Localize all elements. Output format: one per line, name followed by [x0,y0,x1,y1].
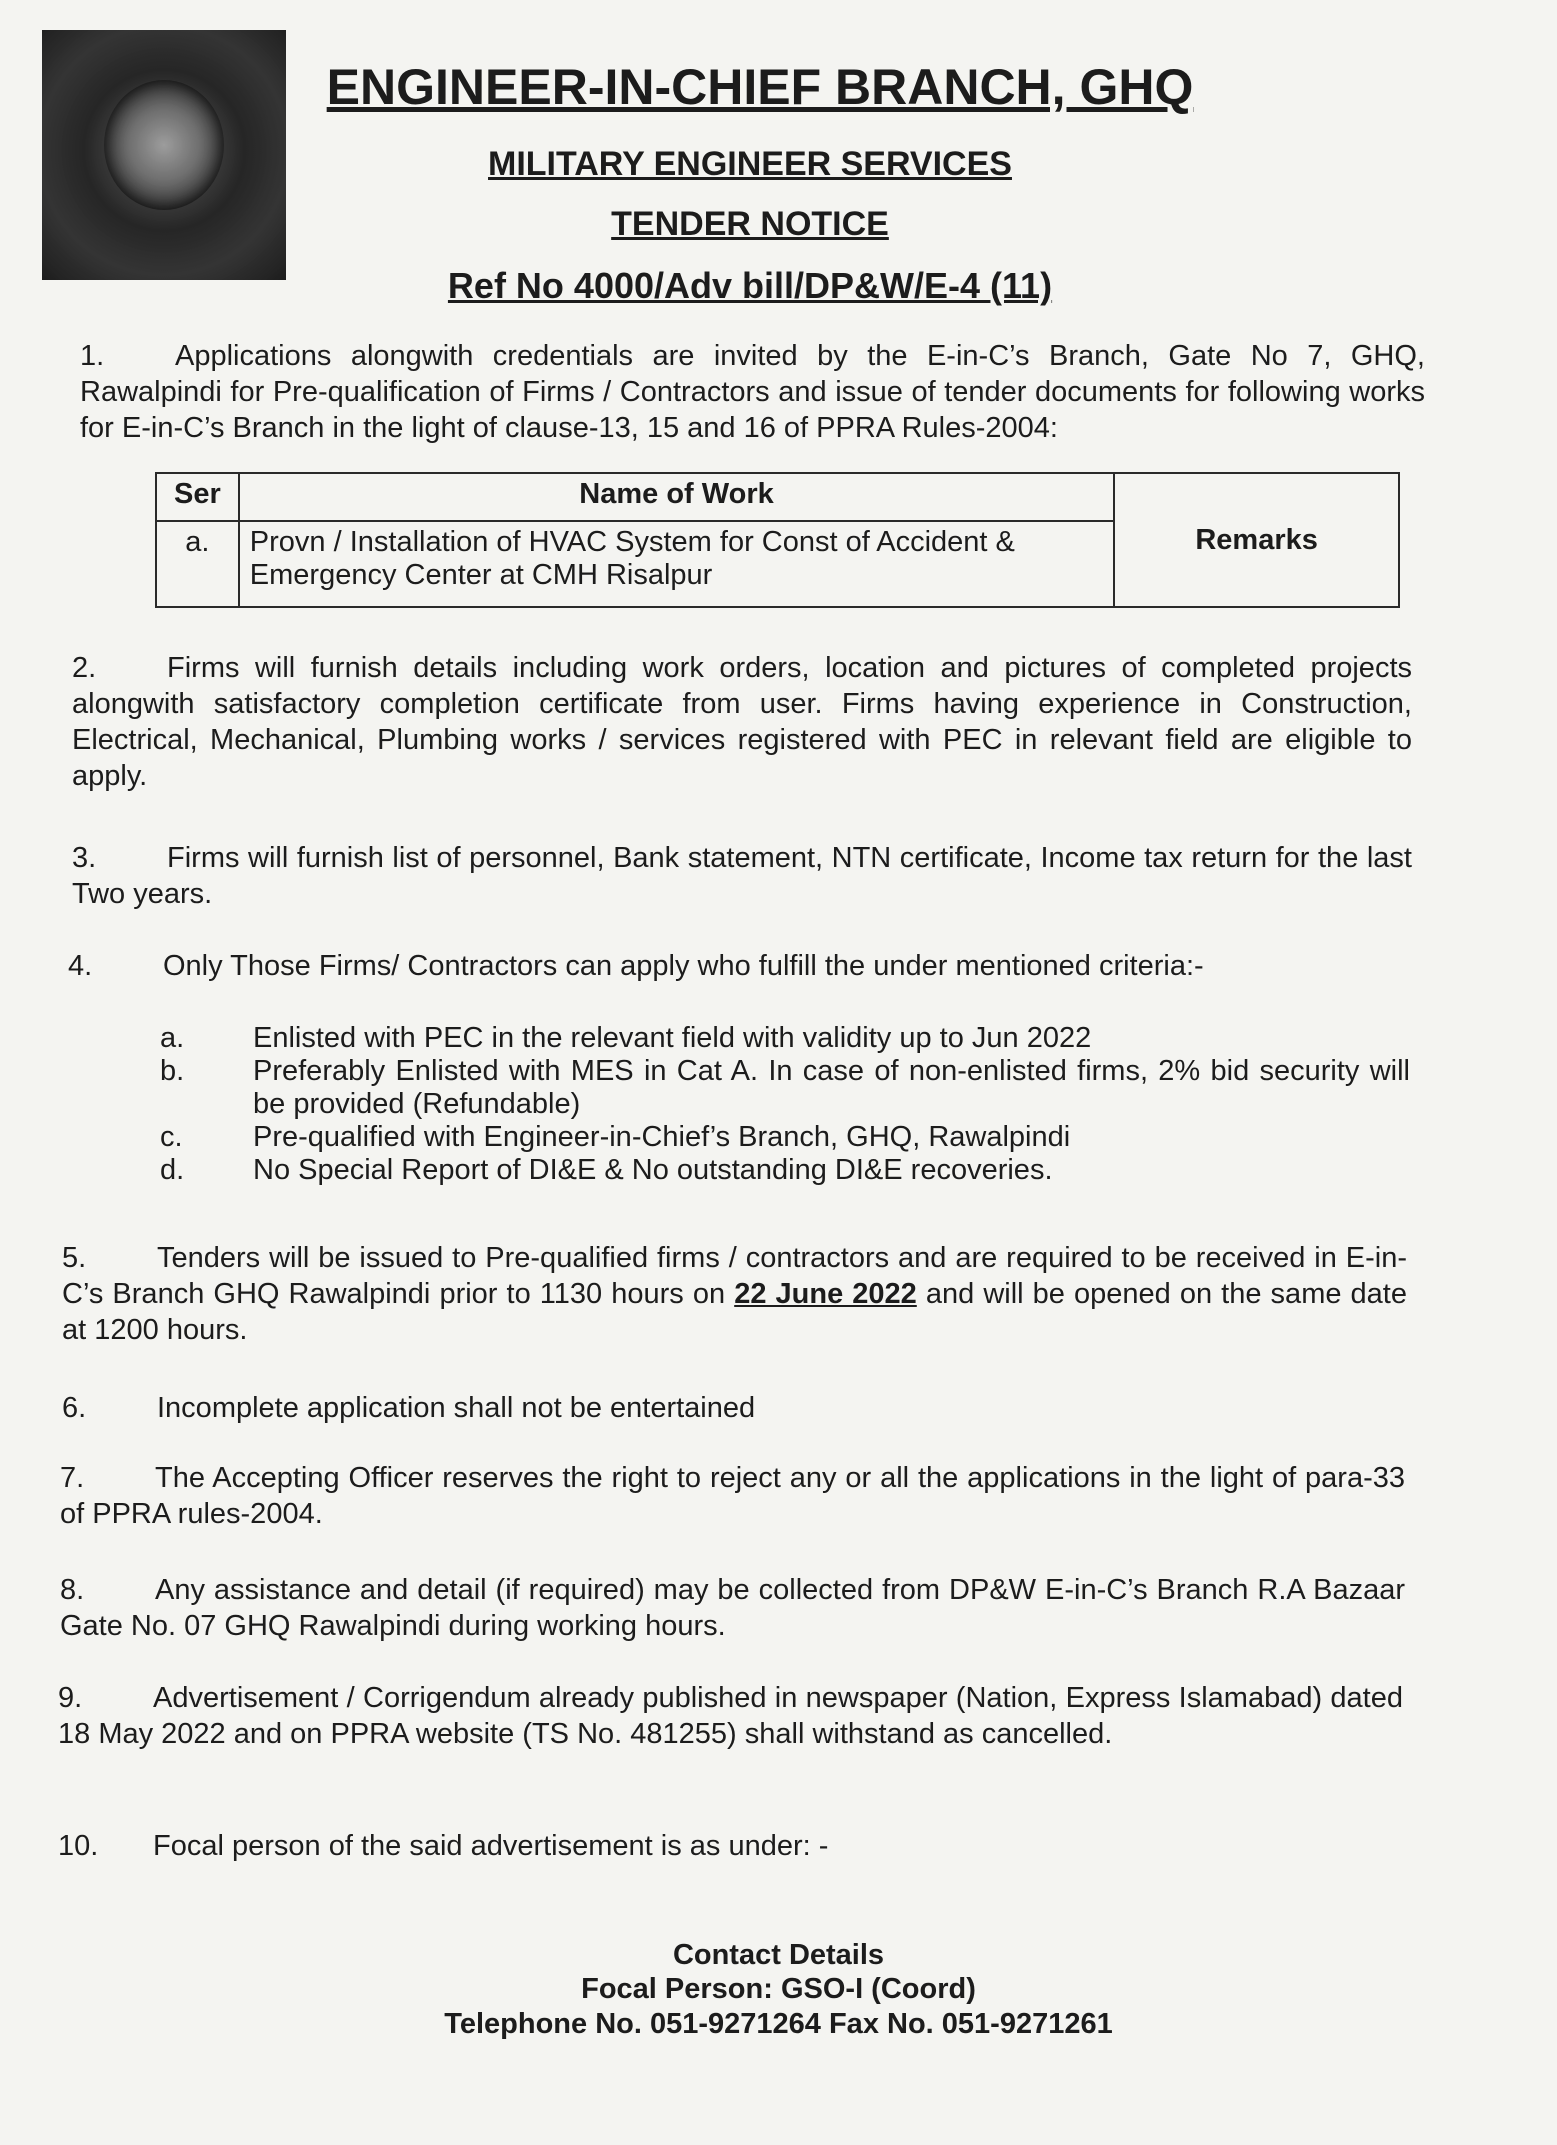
criteria-letter: a. [160,1022,185,1054]
para-number: 7. [60,1462,85,1494]
para-number: 3. [72,842,97,874]
notice-title: TENDER NOTICE [611,205,889,243]
para-text: Any assistance and detail (if required) may be collected from DP&W E-in-C’s Branch R.A Bazaar Gate No. 07 GHQ Rawalpindi during working hours. [60,1574,1405,1642]
paragraph-9 [58,1680,1403,1752]
list-item [160,1055,1410,1121]
para-number: 5. [62,1242,87,1274]
para-text: Tenders will be issued to Pre-qualified firms / contractors and are required to be received in E-in-C’s Branch GHQ Rawalpindi prior to 1130 hours on [62,1242,1407,1310]
criteria-letter: d. [160,1154,185,1186]
paragraph-1 [80,338,1425,446]
works-table [155,472,1400,608]
paragraph-3 [72,840,1412,912]
header-remarks: Remarks [1114,473,1399,607]
paragraph-2 [72,650,1412,794]
para-text: Firms will furnish list of personnel, Bank statement, NTN certificate, Income tax return for the last Two years. [72,842,1412,910]
paragraph-4 [68,948,1408,984]
closing-date: 22 June 2022 [734,1278,917,1310]
list-item [160,1022,1410,1055]
contact-phone: Telephone No. 051-9271264 Fax No. 051-9271261 [444,2008,1113,2040]
para-number: 8. [60,1574,85,1606]
para-text: Applications alongwith credentials are invited by the E-in-C’s Branch, Gate No 7, GHQ, Rawalpindi for Pre-qualification of Firms / Contractors and issue of tender documents for following works for E-in-C’s Branch in the light of clause-13, 15 and 16 of PPRA Rules-2004: [80,340,1425,444]
paragraph-6 [62,1390,1407,1426]
criteria-letter: b. [160,1055,185,1087]
list-item [160,1121,1410,1154]
reference-number: Ref No 4000/Adv bill/DP&W/E-4 (11) [447,265,1053,306]
para-text: Incomplete application shall not be entertained [157,1392,756,1424]
criteria-text: Pre-qualified with Engineer-in-Chief’s Branch, GHQ, Rawalpindi [253,1121,1071,1153]
paragraph-8 [60,1572,1405,1644]
criteria-text: Preferably Enlisted with MES in Cat A. In case of non-enlisted firms, 2% bid security will be provided (Refundable) [253,1055,1410,1120]
table-header-row [156,473,1399,521]
paragraph-7 [60,1460,1405,1532]
para-text: Focal person of the said advertisement is as under: - [153,1830,829,1862]
criteria-letter: c. [160,1121,183,1153]
paragraph-5 [62,1240,1407,1348]
row-ser: a. [156,521,239,607]
criteria-text: No Special Report of DI&E & No outstanding DI&E recoveries. [253,1154,1053,1186]
criteria-list [160,1022,1410,1187]
para-number: 2. [72,652,97,684]
para-text: Firms will furnish details including work orders, location and pictures of completed projects alongwith satisfactory completion certificate from user. Firms having experience in Construction, Electrical, Mechanical, Plumbing works / services registered with PEC in relevant field are eligible to apply. [72,652,1412,792]
crest-center [104,80,224,210]
paragraph-10 [58,1828,1403,1864]
list-item [160,1154,1410,1187]
para-text: Only Those Firms/ Contractors can apply who fulfill the under mentioned criteria:- [163,950,1204,982]
header-name-of-work: Name of Work [239,473,1114,521]
para-number: 1. [80,340,105,372]
criteria-text: Enlisted with PEC in the relevant field with validity up to Jun 2022 [253,1022,1092,1054]
para-text: The Accepting Officer reserves the right to reject any or all the applications in the light of para-33 of PPRA rules-2004. [60,1462,1405,1530]
para-text: Advertisement / Corrigendum already published in newspaper (Nation, Express Islamabad) dated 18 May 2022 and on PPRA website (TS No. 481255) shall withstand as cancelled. [58,1682,1403,1750]
branch-title: ENGINEER-IN-CHIEF BRANCH, GHQ [326,59,1194,115]
military-crest-emblem-icon [42,30,286,280]
service-title: MILITARY ENGINEER SERVICES [488,145,1012,183]
para-number: 6. [62,1392,87,1424]
header-ser: Ser [156,473,239,521]
para-number: 9. [58,1682,83,1714]
row-name-of-work: Provn / Installation of HVAC System for Const of Accident & Emergency Center at CMH Risalpur [239,521,1114,607]
para-number: 10. [58,1830,99,1862]
focal-person: Focal Person: GSO-I (Coord) [581,1973,976,2005]
para-text-end: and will be opened on the same date at 1200 hours. [62,1278,1407,1346]
contact-title: Contact Details [672,1939,885,1971]
para-number: 4. [68,950,93,982]
